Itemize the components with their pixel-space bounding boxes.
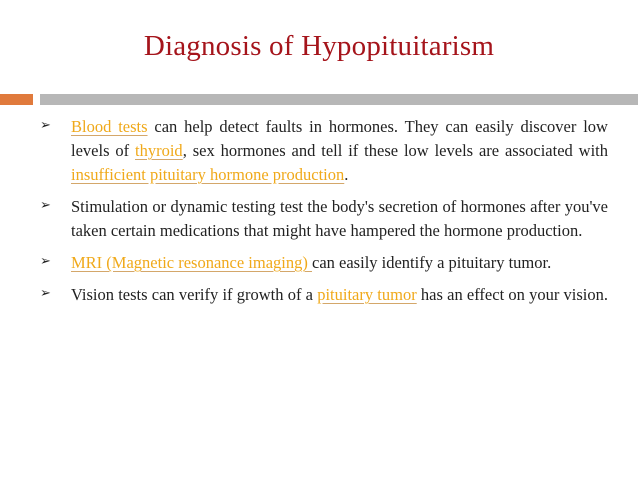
link-thyroid[interactable]: thyroid [135,141,183,160]
bullet-item-vision-tests [40,283,608,307]
link-insufficient-pituitary-hormone-production[interactable]: insufficient pituitary hormone production [71,165,345,184]
link-pituitary-tumor[interactable]: pituitary tumor [317,285,417,304]
bullet-text: Vision tests can verify if growth of a [71,285,318,304]
bullet-item-stimulation-testing [40,195,608,243]
title-divider-bar [40,94,638,105]
bullet-item-mri [40,251,608,275]
bullet-text: , sex hormones and tell if these low levels are associated with [182,141,609,160]
arrow-bullet-icon: ➢ [40,254,51,269]
bullet-text: can help detect faults in hormones. They can easily discover low levels of [71,117,608,160]
bullet-item-blood-tests [40,115,608,187]
arrow-bullet-icon: ➢ [40,118,51,133]
bullet-text: can easily identify a pituitary tumor. [312,253,552,272]
bullet-text: . [344,165,349,184]
arrow-bullet-icon: ➢ [40,286,51,301]
bullet-text: has an effect on your vision. [416,285,608,304]
slide-title: Diagnosis of Hypopituitarism [143,30,495,62]
link-mri[interactable]: MRI (Magnetic resonance imaging) [71,253,313,272]
bullet-list [40,115,608,315]
link-blood-tests[interactable]: Blood tests [71,117,148,136]
bullet-text: Stimulation or dynamic testing test the body's secretion of hormones after you've taken certain medications that might have hampered the hormone production. [71,197,608,240]
arrow-bullet-icon: ➢ [40,198,51,213]
title-accent-bar [0,94,33,105]
